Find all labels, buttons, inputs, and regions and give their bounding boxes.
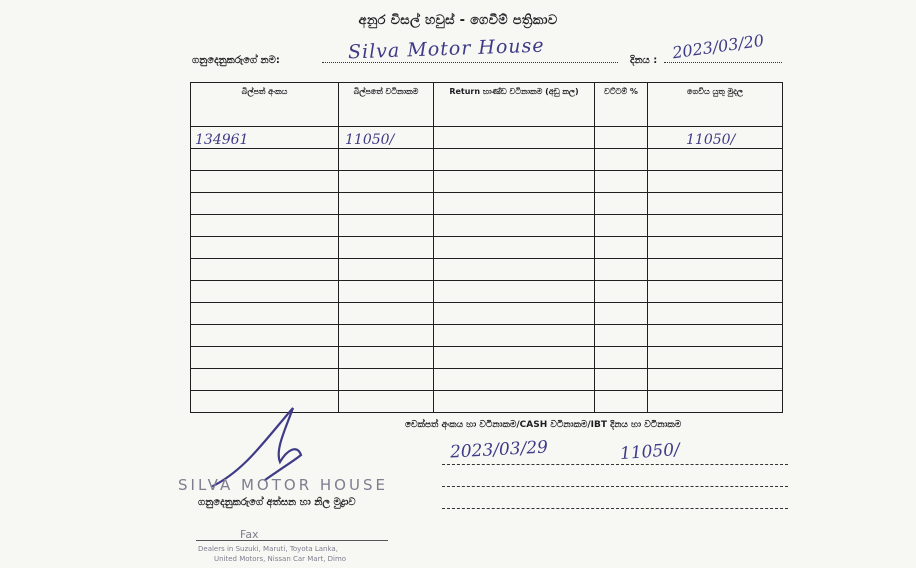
customer-name-value: Silva Motor House <box>347 34 545 64</box>
table-cell <box>191 259 339 281</box>
table-cell <box>191 171 339 193</box>
stamp-fax: Fax <box>240 528 259 541</box>
table-row <box>191 193 783 215</box>
date-line <box>664 62 782 63</box>
table-row <box>191 303 783 325</box>
table-cell <box>339 193 434 215</box>
table-cell <box>434 281 595 303</box>
table-cell <box>339 325 434 347</box>
table-cell <box>191 215 339 237</box>
table-cell <box>434 303 595 325</box>
table-cell <box>339 149 434 171</box>
table-row <box>191 171 783 193</box>
table-cell <box>595 391 648 413</box>
table-cell <box>648 303 783 325</box>
signature-line <box>196 540 388 541</box>
table-cell <box>434 325 595 347</box>
table-row <box>191 237 783 259</box>
table-cell <box>595 149 648 171</box>
table-row <box>191 369 783 391</box>
table-cell <box>595 193 648 215</box>
table-cell <box>434 259 595 281</box>
table-row <box>191 325 783 347</box>
payment-line-1 <box>442 464 788 465</box>
table-cell <box>339 391 434 413</box>
table-row <box>191 259 783 281</box>
table-cell <box>595 215 648 237</box>
table-cell <box>648 281 783 303</box>
table-row <box>191 149 783 171</box>
table-cell <box>191 369 339 391</box>
table-cell <box>595 127 648 149</box>
table-cell <box>648 259 783 281</box>
table-cell <box>648 369 783 391</box>
table-cell <box>339 215 434 237</box>
table-cell <box>648 347 783 369</box>
form-title: අනුර විසල් හවුස් - ගෙවීම් පත්‍රිකාව <box>358 13 558 28</box>
table-row <box>191 281 783 303</box>
stamp-company: SILVA MOTOR HOUSE <box>178 476 388 494</box>
col-bill-value: බිල්පතේ වටිනාකම <box>339 83 434 127</box>
table-cell <box>595 369 648 391</box>
table-header-row <box>191 83 783 127</box>
table-cell: 134961 <box>191 127 339 149</box>
table-cell <box>434 149 595 171</box>
table-cell: 11050/ <box>648 127 783 149</box>
table-cell <box>595 171 648 193</box>
table-cell <box>339 237 434 259</box>
table-cell <box>191 347 339 369</box>
table-cell: 11050/ <box>339 127 434 149</box>
table-cell <box>434 347 595 369</box>
table-cell <box>434 369 595 391</box>
table-row <box>191 215 783 237</box>
table-row <box>191 347 783 369</box>
col-discount: වට්ටම් % <box>595 83 648 127</box>
table-cell <box>648 193 783 215</box>
table-cell <box>339 281 434 303</box>
table-cell <box>648 325 783 347</box>
table-cell <box>595 303 648 325</box>
table-cell <box>648 149 783 171</box>
table-row <box>191 127 783 149</box>
table-cell <box>595 259 648 281</box>
table-cell <box>191 303 339 325</box>
payment-line-3 <box>442 508 788 509</box>
table-cell <box>648 215 783 237</box>
col-bill-number: බිල්පත් අංකය <box>191 83 339 127</box>
signature-label: ගනුදෙනුකරුගේ අත්සන හා නිල මුද්‍රාව <box>198 497 356 508</box>
table-cell <box>595 347 648 369</box>
table-cell <box>191 149 339 171</box>
table-cell <box>434 127 595 149</box>
table-cell <box>434 171 595 193</box>
date-value: 2023/03/20 <box>671 30 766 63</box>
table-cell <box>648 237 783 259</box>
table-cell <box>339 347 434 369</box>
table-cell <box>434 237 595 259</box>
table-cell <box>339 369 434 391</box>
table-cell <box>595 281 648 303</box>
table-cell <box>191 237 339 259</box>
table-cell <box>191 193 339 215</box>
customer-label: ගනුදෙනුකරුගේ නම: <box>192 55 280 66</box>
date-label: දිනය : <box>630 55 658 66</box>
table-cell <box>595 325 648 347</box>
table-cell <box>434 215 595 237</box>
payment-date: 2023/03/29 <box>449 437 549 463</box>
table-cell <box>648 171 783 193</box>
payment-line-2 <box>442 486 788 487</box>
table-cell <box>191 281 339 303</box>
table-cell <box>434 193 595 215</box>
payment-amount: 11050/ <box>619 439 681 465</box>
payment-label: චෙක්පත් අංකය හා වටිනාකම/CASH වටිනාකම/IBT දිනය හා වටිනාකම <box>405 420 682 430</box>
table-cell <box>191 325 339 347</box>
table-cell <box>339 303 434 325</box>
table-cell <box>339 171 434 193</box>
invoice-table <box>190 82 783 413</box>
table-cell <box>595 237 648 259</box>
col-return-value: Return භාණ්ඩ වටිනාකම (අඩු කල) <box>434 83 595 127</box>
table-cell <box>648 391 783 413</box>
table-cell <box>434 391 595 413</box>
stamp-line-1: Dealers in Suzuki, Maruti, Toyota Lanka, <box>198 545 338 553</box>
stamp-line-2: United Motors, Nissan Car Mart, Dimo <box>214 555 347 563</box>
col-amount-due: ගෙවිය යුතු මුදල <box>648 83 783 127</box>
table-cell <box>339 259 434 281</box>
